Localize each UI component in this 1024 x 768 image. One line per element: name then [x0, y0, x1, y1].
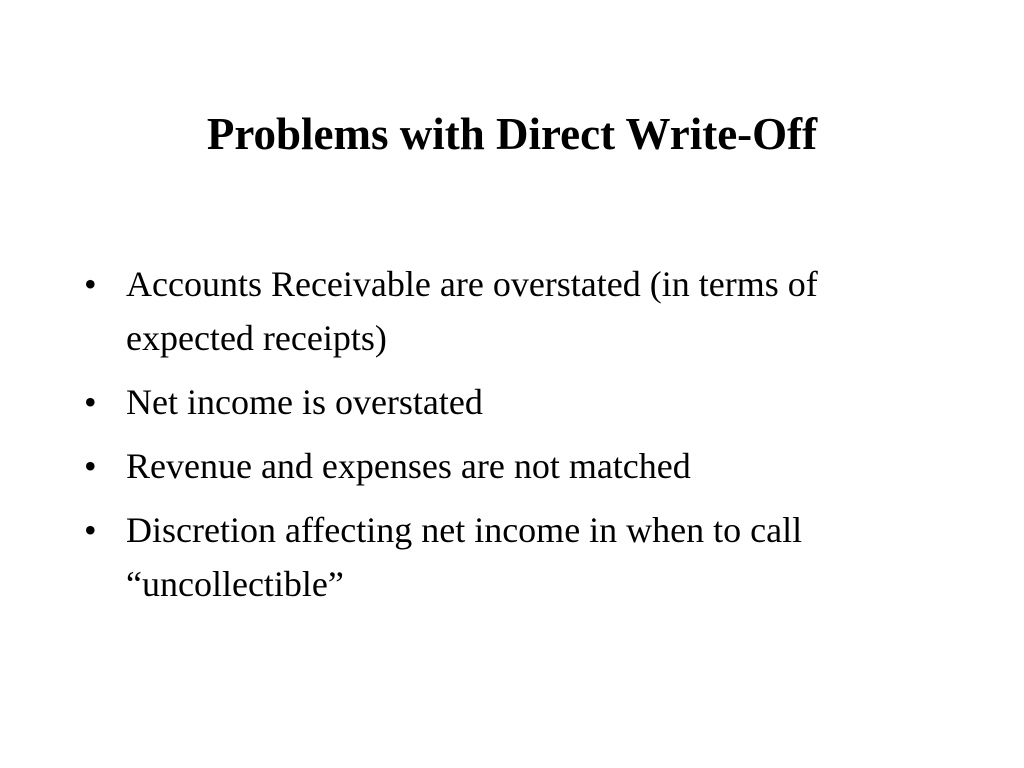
bullet-icon: • — [84, 446, 97, 486]
bullet-text: Accounts Receivable are overstated (in terms of expected receipts) — [126, 264, 818, 358]
bullet-text: Revenue and expenses are not matched — [126, 446, 691, 486]
bullet-item — [84, 257, 944, 365]
bullet-icon: • — [84, 264, 97, 304]
bullet-item — [84, 503, 944, 611]
bullet-item — [84, 375, 944, 429]
bullet-text: Net income is overstated — [126, 382, 483, 422]
bullet-icon: • — [84, 382, 97, 422]
bullet-list — [84, 257, 944, 621]
slide-title: Problems with Direct Write-Off — [206, 109, 818, 159]
bullet-icon: • — [84, 510, 97, 550]
bullet-item — [84, 439, 944, 493]
bullet-text: Discretion affecting net income in when to call “uncollectible” — [126, 510, 803, 604]
